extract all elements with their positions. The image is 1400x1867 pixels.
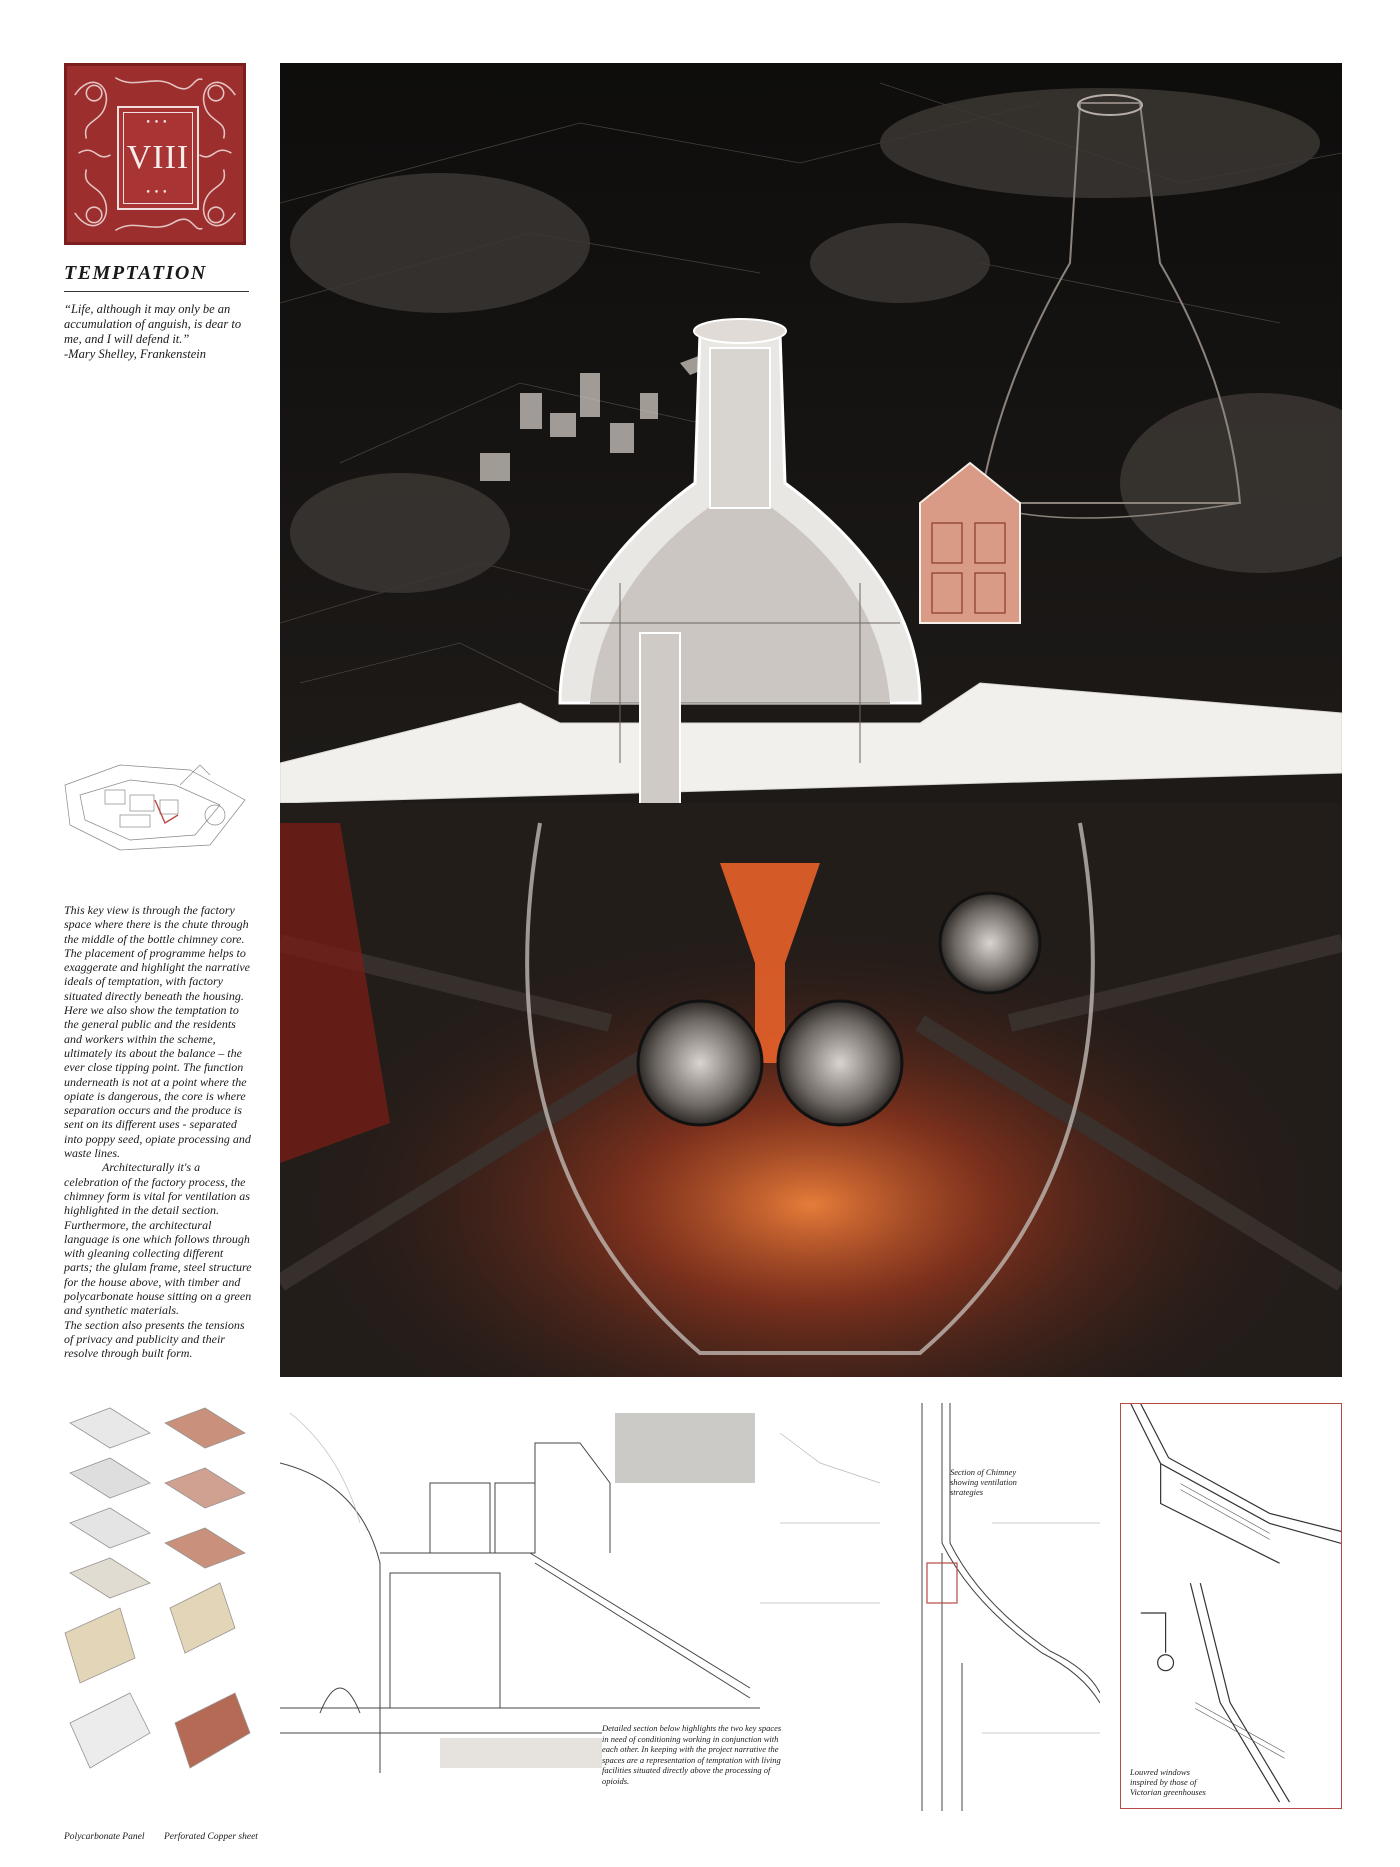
description-text	[64, 903, 254, 1361]
description-p3: Architecturally it's a celebration of the factory process, the chimney form is vital for ventilation as highlighted in the detail section. Furthermore, the architectural language is one which follows through with gleaning collecting different parts; the glulam frame, steel structure for the house above, with timber and polycarbonate house sitting on a green and synthetic materials.	[64, 1160, 252, 1318]
key-map-sketch	[60, 745, 250, 860]
louvred-window-detail	[1120, 1403, 1342, 1809]
description-p2: Here we also show the temptation to the general public and the residents and workers within the scheme, ultimately its about the balance – the ever close tipping point. The function underneath is not at a point where the opiate is dangerous, the core is where separation occurs and the produce is sent on its different uses - separated into poppy seed, opiate processing and waste lines.	[64, 1003, 251, 1161]
detailed-section-drawing	[280, 1403, 882, 1811]
exploded-axonometric	[60, 1403, 260, 1793]
polycarbonate-caption: Polycarbonate Panel	[64, 1832, 145, 1842]
chapter-emblem	[64, 63, 246, 245]
window-note: Louvred windows inspired by those of Victorian greenhouses	[1130, 1767, 1206, 1797]
quote-text: “Life, although it may only be an accumulation of anguish, is dear to me, and I will defend it.”	[64, 302, 242, 346]
chapter-numeral: VIII	[126, 139, 190, 176]
emblem-dots-bottom: •••	[145, 188, 171, 198]
chimney-section-drawing	[902, 1403, 1100, 1811]
section-note: Detailed section below highlights the two key spaces in need of conditioning working in conjunction with each other. In keeping with the project narrative the spaces are a representation of temptation with living facilities situated directly above the processing of opioids.	[602, 1723, 788, 1786]
main-perspective-render	[280, 63, 1342, 1377]
chimney-note: Section of Chimney showing ventilation strategies	[950, 1467, 1017, 1497]
copper-caption: Perforated Copper sheet	[164, 1832, 258, 1842]
emblem-plate	[117, 106, 199, 210]
description-p4: The section also presents the tensions of privacy and publicity and their resolve through built form.	[64, 1317, 245, 1361]
quote-attribution: -Mary Shelley, Frankenstein	[64, 347, 206, 361]
epigraph-quote	[64, 302, 254, 362]
emblem-dots-top: •••	[145, 118, 171, 128]
description-p1: This key view is through the factory space where there is the chute through the middle of the bottle chimney core. The placement of programme helps to exaggerate and highlight the narrative ideals of temptation, with factory situated directly beneath the housing.	[64, 903, 250, 1003]
page-title: TEMPTATION	[64, 262, 249, 292]
